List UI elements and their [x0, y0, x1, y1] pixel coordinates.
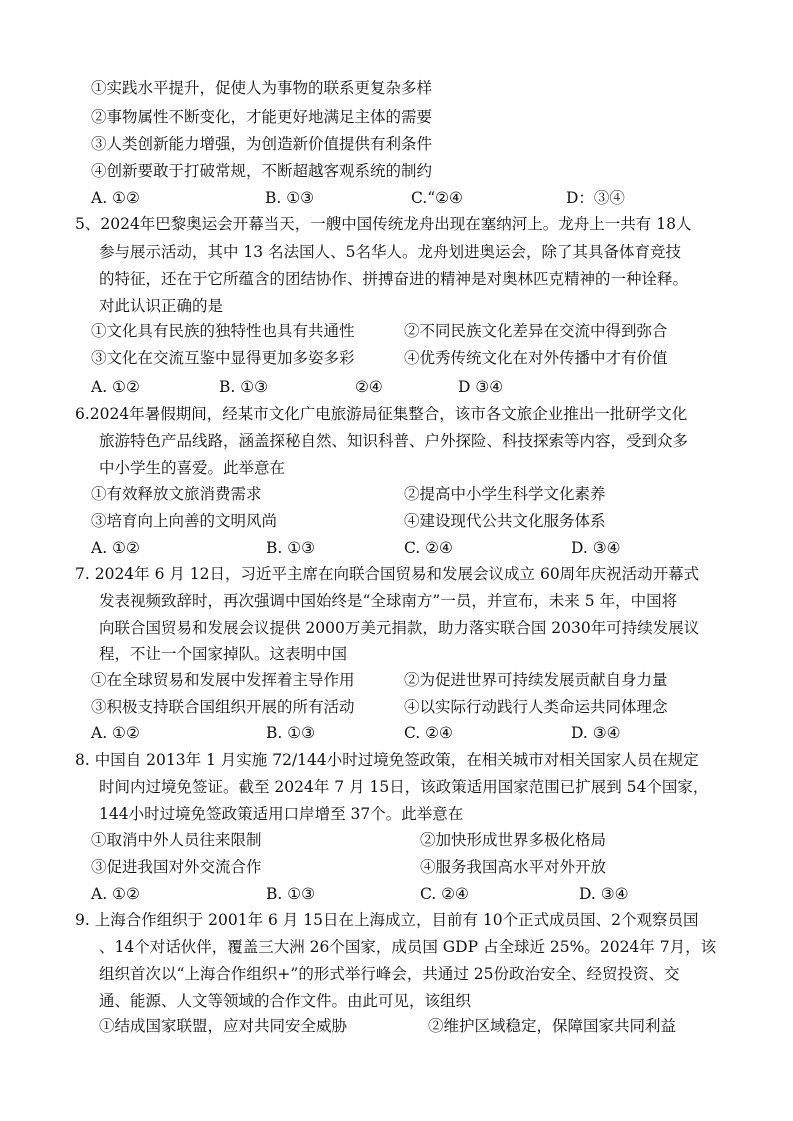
- q6-statement-row-2: [0, 508, 793, 534]
- q6-statement-1: ①有效释放文旅消费需求: [91, 485, 262, 503]
- q7-option-d[interactable]: D. ③④: [571, 724, 621, 742]
- q6-statement-3: ③培育向上向善的文明风尚: [91, 512, 278, 530]
- q6-option-c[interactable]: C. ②④: [404, 539, 453, 557]
- q5-statement-3: ③文化在交流互鉴中显得更加多姿多彩: [91, 349, 355, 367]
- q4-option-d[interactable]: D：③④: [566, 189, 625, 207]
- q8-statement-2: ②加快形成世界多极化格局: [420, 831, 607, 849]
- q8-statement-row-1: [0, 827, 793, 853]
- q7-statement-row-1: [0, 667, 793, 693]
- q4-statement-3: ③人类创新能力增强，为创造新价值提供有利条件: [91, 135, 433, 153]
- q7-statement-3: ③积极支持联合国组织开展的所有活动: [91, 698, 355, 716]
- q7-statement-1: ①在全球贸易和发展中发挥着主导作用: [91, 671, 355, 689]
- q5-statement-row-1: [0, 318, 793, 344]
- q9-stem-line-1: 9. 上海合作组织于 2001年 6 月 15日在上海成立，目前有 10个正式成员国、2个观察员国: [75, 911, 699, 929]
- q8-option-a[interactable]: A. ①②: [91, 885, 140, 903]
- q5-stem-line-1: 5、2024年巴黎奥运会开幕当天，一艘中国传统龙舟出现在塞纳河上。龙舟上一共有 18人: [75, 215, 692, 233]
- q8-stem-line-3: 144小时过境免签政策适用口岸增至 37个。此举意在: [99, 805, 464, 823]
- q5-option-c[interactable]: ②④: [355, 378, 383, 396]
- q7-stem-line-2: 发表视频致辞时，再次强调中国始终是“全球南方”一员，并宣布，未来 5 年，中国将: [99, 592, 678, 610]
- q5-stem-line-3: 的特征，还在于它所蕴含的团结协作、拼搏奋进的精神是对奥林匹克精神的一种诠释。: [99, 270, 689, 288]
- q9-stem-line-3: 组织首次以“上海合作组织+”的形式举行峰会，共通过 25份政治安全、经贸投资、交: [99, 965, 680, 983]
- q6-option-d[interactable]: D. ③④: [571, 539, 621, 557]
- q9-statement-2: ②维护区域稳定，保障国家共同利益: [428, 1017, 677, 1035]
- q4-options: [0, 185, 793, 211]
- q8-option-b[interactable]: B. ①③: [266, 885, 316, 903]
- q5-option-d[interactable]: D ③④: [458, 378, 504, 396]
- q5-statement-4: ④优秀传统文化在对外传播中才有价值: [404, 349, 668, 367]
- q7-statement-row-2: [0, 694, 793, 720]
- q4-option-a[interactable]: A. ①②: [91, 189, 140, 207]
- q7-option-b[interactable]: B. ①③: [266, 724, 316, 742]
- q6-stem-line-2: 旅游特色产品线路，涵盖探秘自然、知识科普、户外探险、科技探索等内容，受到众多: [99, 432, 689, 450]
- q8-option-d[interactable]: D. ③④: [579, 885, 629, 903]
- q4-statement-1: ①实践水平提升，促使人为事物的联系更复杂多样: [91, 79, 433, 97]
- q8-option-c[interactable]: C. ②④: [420, 885, 469, 903]
- q8-stem-line-1: 8. 中国自 2013年 1 月实施 72/144小时过境免签政策，在相关城市对相关国家人员在规定: [75, 751, 699, 769]
- q8-statement-1: ①取消中外人员往来限制: [91, 831, 262, 849]
- q7-stem-line-4: 程，不让一个国家掉队。这表明中国: [99, 645, 348, 663]
- q9-statement-row-1: [0, 1013, 793, 1039]
- q9-stem-line-4: 通、能源、人文等领域的合作文件。由此可见，该组织: [99, 992, 472, 1010]
- q6-option-a[interactable]: A. ①②: [91, 539, 140, 557]
- q7-options: [0, 720, 793, 746]
- q7-option-c[interactable]: C. ②④: [404, 724, 453, 742]
- q9-stem-line-2: 、14个对话伙伴，覆盖三大洲 26个国家，成员国 GDP 占全球近 25%。2024年 7月，该: [99, 938, 717, 956]
- q7-stem-line-1: 7. 2024年 6 月 12日，习近平主席在向联合国贸易和发展会议成立 60周年庆祝活动开幕式: [75, 565, 700, 583]
- q4-statement-4: ④创新要敢于打破常规，不断超越客观系统的制约: [91, 162, 433, 180]
- q5-option-b[interactable]: B. ①③: [219, 378, 269, 396]
- q6-stem-line-3: 中小学生的喜爱。此举意在: [99, 459, 286, 477]
- q6-statement-row-1: [0, 481, 793, 507]
- q7-option-a[interactable]: A. ①②: [91, 724, 140, 742]
- q5-option-a[interactable]: A. ①②: [91, 378, 140, 396]
- q7-stem-line-3: 向联合国贸易和发展会议提供 2000万美元捐款，助力落实联合国 2030年可持续发展议: [99, 619, 700, 637]
- q8-statement-row-2: [0, 854, 793, 880]
- q4-statement-2: ②事物属性不断变化，才能更好地满足主体的需要: [91, 108, 433, 126]
- q5-stem-line-4: 对此认识正确的是: [99, 297, 224, 315]
- q6-statement-4: ④建设现代公共文化服务体系: [404, 512, 606, 530]
- q8-statement-3: ③促进我国对外交流合作: [91, 858, 262, 876]
- q6-statement-2: ②提高中小学生科学文化素养: [404, 485, 606, 503]
- q6-option-b[interactable]: B. ①③: [266, 539, 316, 557]
- q8-stem-line-2: 时间内过境免签证。截至 2024年 7 月 15日，该政策适用国家范围已扩展到 54个国家，: [99, 778, 709, 796]
- q4-option-c[interactable]: C.“②④: [411, 189, 463, 207]
- q5-statement-1: ①文化具有民族的独特性也具有共通性: [91, 322, 355, 340]
- q5-statement-row-2: [0, 345, 793, 371]
- q6-options: [0, 535, 793, 561]
- q6-stem-line-1: 6.2024年暑假期间，经某市文化广电旅游局征集整合，该市各文旅企业推出一批研学文化: [75, 405, 688, 423]
- q5-statement-2: ②不同民族文化差异在交流中得到弥合: [404, 322, 668, 340]
- q5-options: [0, 374, 793, 400]
- q8-options: [0, 881, 793, 907]
- q8-statement-4: ④服务我国高水平对外开放: [420, 858, 607, 876]
- q9-statement-1: ①结成国家联盟，应对共同安全威胁: [99, 1017, 348, 1035]
- q5-stem-line-2: 参与展示活动，其中 13 名法国人、5名华人。龙舟划进奥运会，除了其具备体育竞技: [99, 243, 681, 261]
- q7-statement-2: ②为促进世界可持续发展贡献自身力量: [404, 671, 668, 689]
- q7-statement-4: ④以实际行动践行人类命运共同体理念: [404, 698, 668, 716]
- q4-option-b[interactable]: B. ①③: [265, 189, 315, 207]
